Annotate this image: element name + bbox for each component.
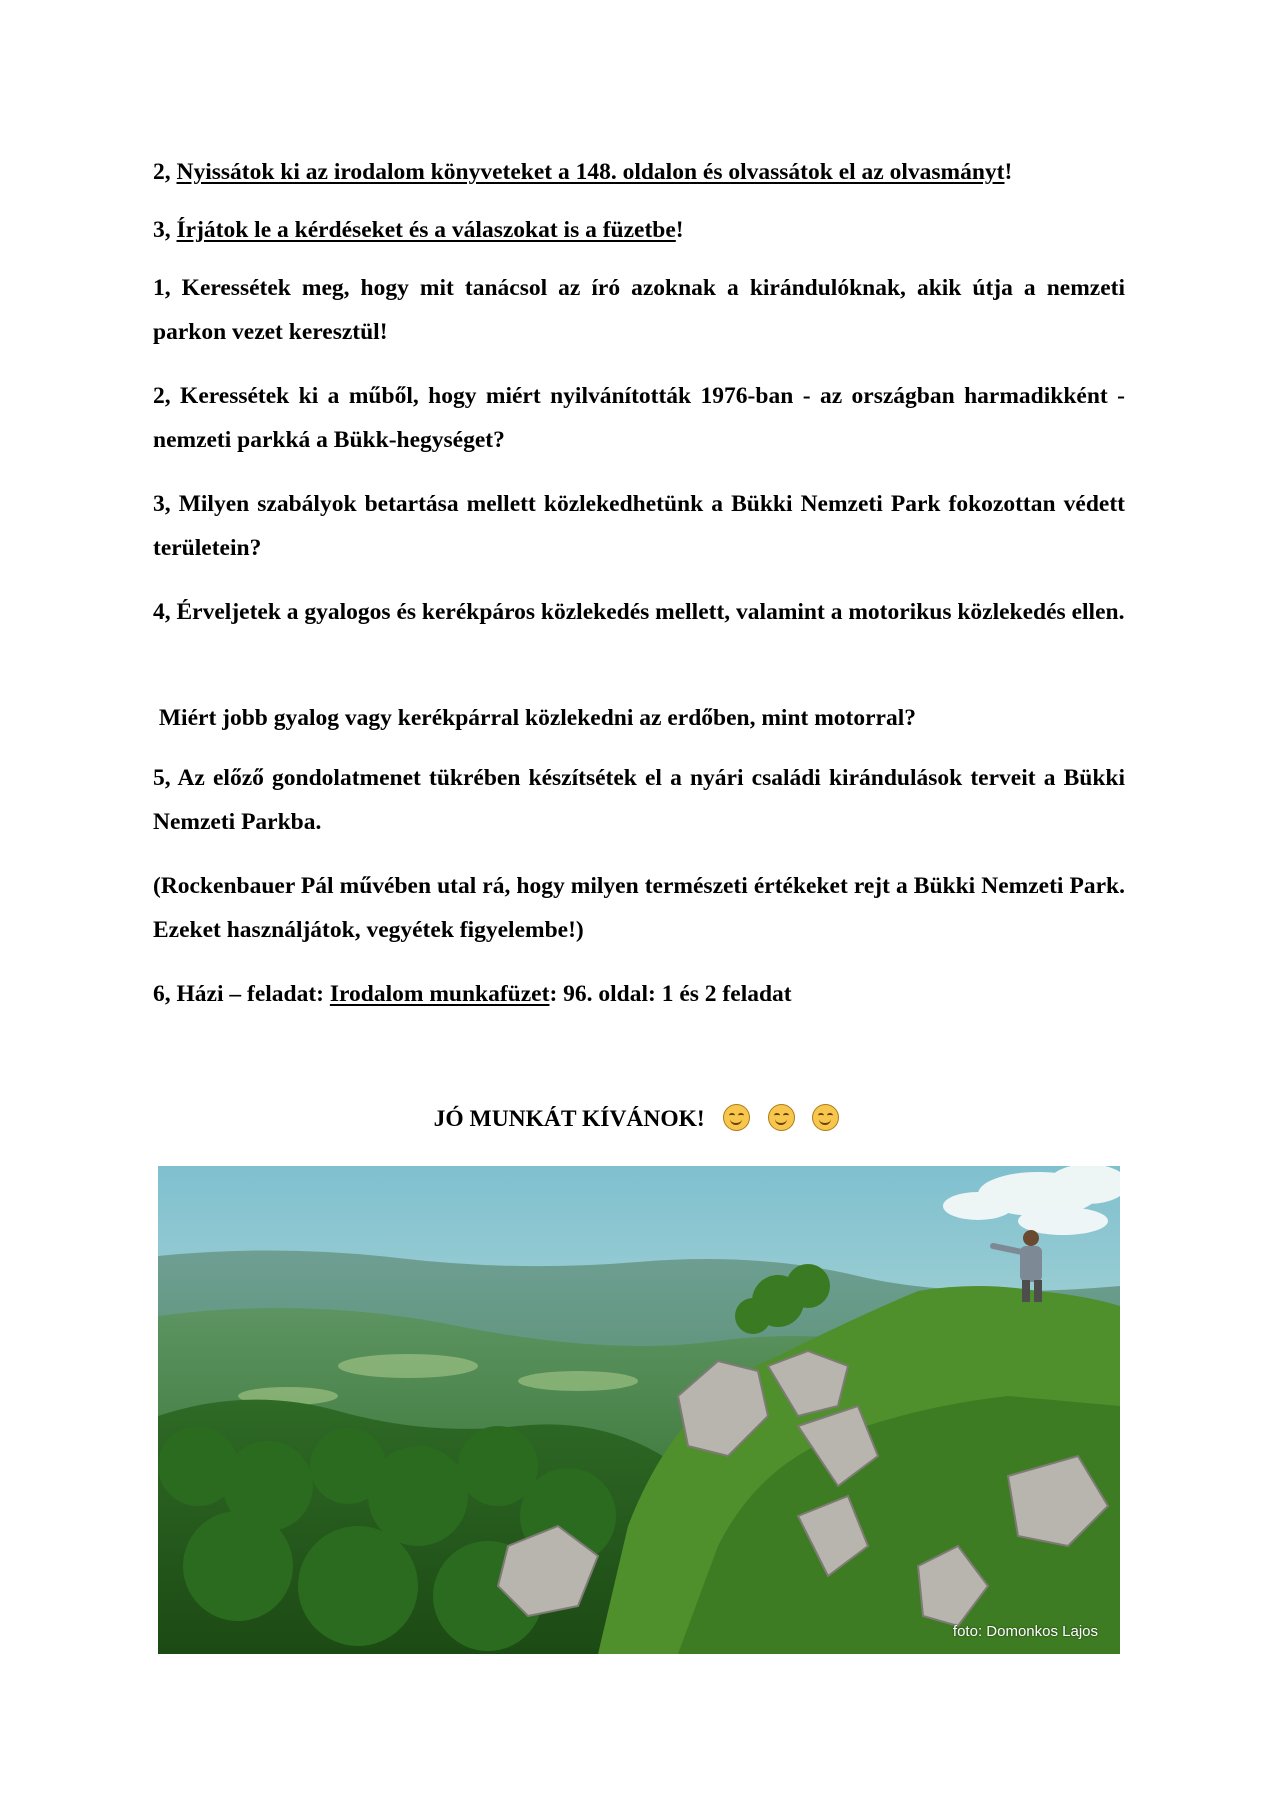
instruction-text: Írjátok le a kérdéseket és a válaszokat is a füzetbe bbox=[176, 217, 676, 243]
homework-line bbox=[153, 972, 1125, 1016]
question-4-subquestion: Miért jobb gyalog vagy kerékpárral közlekedni az erdőben, mint motorral? bbox=[153, 705, 917, 731]
smiley-icon bbox=[768, 1104, 795, 1131]
instruction-open-book bbox=[153, 150, 1125, 194]
question-5: 5, Az előző gondolatmenet tükrében készítsétek el a nyári családi kirándulások terveit a Bükki Nemzeti Parkba. bbox=[153, 765, 1125, 835]
question-3: 3, Milyen szabályok betartása mellett közlekedhetünk a Bükki Nemzeti Park fokozottan védett területein? bbox=[153, 491, 1125, 561]
photo-credit: foto: Domonkos Lajos bbox=[952, 1623, 1098, 1640]
landscape-photo bbox=[158, 1166, 1120, 1654]
closing-line bbox=[0, 1097, 1273, 1141]
question-5-note: (Rockenbauer Pál művében utal rá, hogy milyen természeti értékeket rejt a Bükki Nemzeti Park. Ezeket használjátok, vegyétek figyelembe!) bbox=[153, 873, 1125, 943]
instruction-number: 3, bbox=[153, 217, 171, 243]
smiley-icon bbox=[723, 1104, 750, 1131]
question-4: 4, Érveljetek a gyalogos és kerékpáros közlekedés mellett, valamint a motorikus közlekedés ellen. bbox=[153, 599, 1125, 625]
homework-workbook: Irodalom munkafüzet bbox=[329, 981, 550, 1007]
homework-prefix: 6, Házi – feladat: bbox=[153, 981, 330, 1007]
closing-text: JÓ MUNKÁT KÍVÁNOK! bbox=[433, 1106, 705, 1132]
homework-suffix: : 96. oldal: 1 és 2 feladat bbox=[549, 981, 792, 1007]
smiley-icon bbox=[812, 1104, 839, 1131]
question-2: 2, Keressétek ki a műből, hogy miért nyilvánították 1976-ban - az országban harmadikként - nemzeti parkká a Bükk-hegységet? bbox=[153, 383, 1125, 453]
instruction-punct: ! bbox=[675, 217, 684, 243]
question-1: 1, Keressétek meg, hogy mit tanácsol az író azoknak a kirándulóknak, akik útja a nemzeti parkon vezet keresztül! bbox=[153, 275, 1125, 345]
instruction-number: 2, bbox=[153, 159, 171, 185]
landscape-illustration bbox=[158, 1166, 1120, 1654]
instruction-text: Nyissátok ki az irodalom könyveteket a 148. oldalon és olvassátok el az olvasmányt bbox=[176, 159, 1005, 185]
instruction-punct: ! bbox=[1004, 159, 1013, 185]
instruction-write-answers bbox=[153, 208, 1125, 252]
